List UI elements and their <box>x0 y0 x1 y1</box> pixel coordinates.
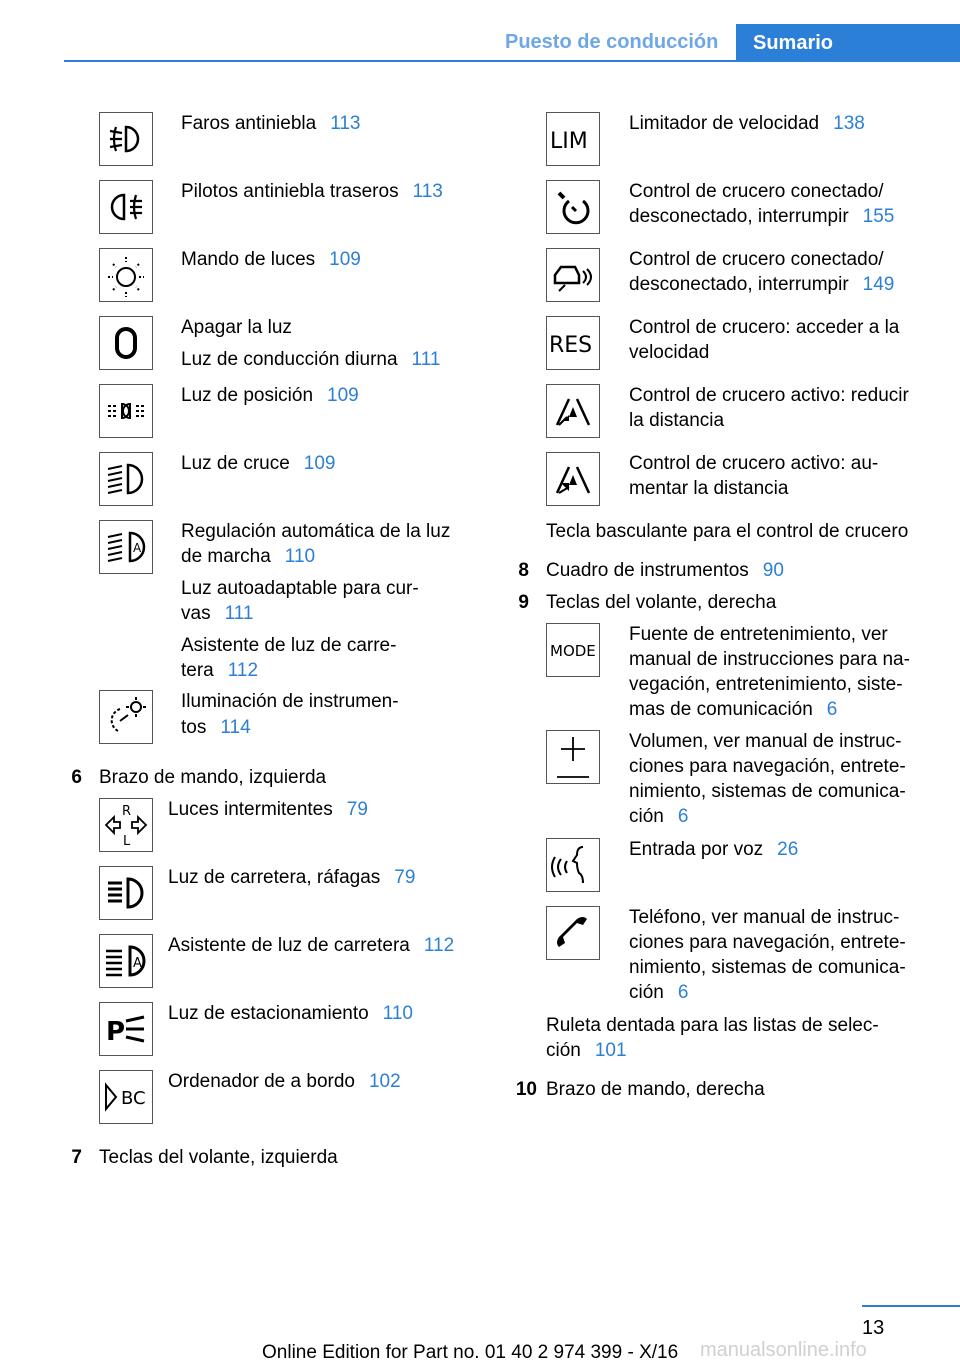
mode-label-3: vegación, entretenimiento, siste- <box>629 674 903 695</box>
turn-signal-label: Luces intermitentes 79 <box>168 799 368 820</box>
resume-icon <box>546 316 600 370</box>
item-6-title: Brazo de mando, izquierda <box>99 767 327 788</box>
item-number-7: 7 <box>71 1147 82 1168</box>
high-beam-assist-icon <box>99 934 153 988</box>
footer-rule <box>862 1305 960 1307</box>
mode-icon <box>546 623 600 677</box>
high-beam-label: Luz de carretera, ráfagas 79 <box>168 867 416 888</box>
telephone-label-2: ciones para navegación, entrete- <box>629 932 906 953</box>
fog-lights-label: Faros antiniebla 113 <box>181 113 361 134</box>
voice-input-label: Entrada por voz 26 <box>629 839 799 860</box>
active-cruise-control-label-1: Control de crucero conectado/ <box>629 249 884 270</box>
volume-label-3: nimiento, sistemas de comunica- <box>629 781 906 802</box>
page-ref[interactable]: 102 <box>368 1071 401 1092</box>
active-cruise-control-icon <box>546 248 600 302</box>
page-ref[interactable]: 110 <box>382 1003 413 1024</box>
auto-headlight-label-2: de marcha 110 <box>181 546 316 567</box>
rear-fog-lights-icon <box>99 180 153 234</box>
speed-limiter-icon <box>546 112 600 166</box>
instrument-lighting-icon <box>99 690 153 744</box>
high-beam-assist-label-1: Asistente de luz de carre- <box>181 635 397 656</box>
volume-label-4: ción 6 <box>629 806 689 827</box>
cruise-control-label-2: desconectado, interrumpir 155 <box>629 206 895 227</box>
svg-text:MODE: MODE <box>550 642 596 660</box>
volume-label-1: Volumen, ver manual de instruc- <box>629 731 902 752</box>
distance-decrease-label-1: Control de crucero activo: reducir <box>629 385 909 406</box>
parking-light-label: Luz de estacionamiento 110 <box>168 1003 413 1024</box>
adaptive-curve-label-1: Luz autoadaptable para cur- <box>181 578 419 599</box>
lights-off-label: Apagar la luz <box>181 317 292 338</box>
parking-light-icon <box>99 1002 153 1056</box>
svg-text:RES: RES <box>549 333 593 358</box>
volume-icon <box>546 730 600 784</box>
high-beam-assist-label-2: tera 112 <box>181 660 259 681</box>
svg-text:A: A <box>133 956 142 971</box>
page-ref[interactable]: 111 <box>411 349 441 370</box>
distance-increase-icon <box>546 452 600 506</box>
onboard-computer-label: Ordenador de a bordo 102 <box>168 1071 401 1092</box>
daytime-running-label: Luz de conducción diurna 111 <box>181 349 441 370</box>
page-ref[interactable]: 111 <box>224 603 254 624</box>
fog-lights-icon <box>99 112 153 166</box>
header-rule <box>64 60 960 62</box>
distance-increase-label-1: Control de crucero activo: au- <box>629 453 879 474</box>
page-ref[interactable]: 110 <box>284 546 316 567</box>
mode-label-2: manual de instrucciones para na- <box>629 649 910 670</box>
light-switch-icon <box>99 248 153 302</box>
parking-lights-icon <box>99 384 153 438</box>
footer-edition: Online Edition for Part no. 01 40 2 974 399 - X/16 <box>262 1342 679 1363</box>
page-ref[interactable]: 112 <box>227 660 259 681</box>
page-ref[interactable]: 155 <box>862 206 895 227</box>
item-number-10: 10 <box>515 1079 537 1100</box>
telephone-label-4: ción 6 <box>629 982 689 1003</box>
resume-label-2: velocidad <box>629 342 710 363</box>
distance-decrease-label-2: la distancia <box>629 410 725 431</box>
page-ref[interactable]: 109 <box>303 453 336 474</box>
page-ref[interactable]: 112 <box>423 935 455 956</box>
thumbwheel-text-2: ción 101 <box>546 1040 627 1061</box>
instrument-lighting-label-2: tos 114 <box>181 717 251 738</box>
voice-input-icon <box>546 838 600 892</box>
svg-text:L: L <box>123 834 131 849</box>
page-ref[interactable]: 79 <box>394 867 416 888</box>
page-ref[interactable]: 6 <box>826 699 838 720</box>
item-10-title: Brazo de mando, derecha <box>546 1079 765 1100</box>
telephone-label-1: Teléfono, ver manual de instruc- <box>629 907 900 928</box>
rear-fog-lights-label: Pilotos antiniebla traseros 113 <box>181 181 443 202</box>
page-ref[interactable]: 26 <box>777 839 799 860</box>
active-cruise-control-label-2: desconectado, interrumpir 149 <box>629 274 895 295</box>
page-ref[interactable]: 113 <box>330 113 361 134</box>
page-ref[interactable]: 109 <box>329 249 361 270</box>
auto-headlight-icon <box>99 520 153 574</box>
auto-headlight-label-1: Regulación automática de la luz <box>181 521 451 542</box>
speed-limiter-label: Limitador de velocidad 138 <box>629 113 865 134</box>
watermark: manualsonline.info <box>700 1339 867 1361</box>
resume-label-1: Control de crucero: acceder a la <box>629 317 900 338</box>
onboard-computer-icon <box>99 1070 153 1124</box>
adaptive-curve-label-2: vas 111 <box>181 603 254 624</box>
svg-text:BC: BC <box>121 1088 146 1109</box>
page-ref[interactable]: 79 <box>346 799 368 820</box>
telephone-label-3: nimiento, sistemas de comunica- <box>629 957 906 978</box>
page-ref[interactable]: 90 <box>762 560 784 581</box>
lights-off-icon <box>99 316 153 370</box>
distance-decrease-icon <box>546 384 600 438</box>
mode-label-4: mas de comunicación 6 <box>629 699 838 720</box>
item-number-6: 6 <box>71 767 82 788</box>
svg-text:A: A <box>133 541 142 555</box>
high-beam-icon <box>99 866 153 920</box>
item-number-8: 8 <box>518 560 529 581</box>
mode-label-1: Fuente de entretenimiento, ver <box>629 624 888 645</box>
telephone-icon <box>546 906 600 960</box>
svg-text:R: R <box>122 804 132 819</box>
page-ref[interactable]: 138 <box>833 113 865 134</box>
rocker-switch-text: Tecla basculante para el control de crucero <box>546 521 909 542</box>
thumbwheel-text-1: Ruleta dentada para las listas de selec- <box>546 1015 879 1036</box>
header-tab-summary[interactable]: Sumario <box>736 24 960 62</box>
item-9-title: Teclas del volante, derecha <box>546 592 777 613</box>
item-7-title: Teclas del volante, izquierda <box>99 1147 338 1168</box>
turn-signal-icon <box>99 798 153 852</box>
cruise-control-label-1: Control de crucero conectado/ <box>629 181 884 202</box>
item-8-title: Cuadro de instrumentos 90 <box>546 560 784 581</box>
svg-text:P: P <box>106 1017 126 1047</box>
instrument-lighting-label-1: Iluminación de instrumen- <box>181 691 399 712</box>
page-ref[interactable]: 6 <box>677 806 689 827</box>
cruise-control-icon <box>546 180 600 234</box>
parking-lights-label: Luz de posición 109 <box>181 385 359 406</box>
distance-increase-label-2: mentar la distancia <box>629 478 789 499</box>
header-section-title: Puesto de conducción <box>505 31 719 53</box>
low-beam-label: Luz de cruce 109 <box>181 453 336 474</box>
page-number: 13 <box>862 1317 885 1339</box>
volume-label-2: ciones para navegación, entrete- <box>629 756 906 777</box>
svg-text:LIM: LIM <box>550 129 588 154</box>
page-ref[interactable]: 114 <box>220 717 251 738</box>
page-ref[interactable]: 6 <box>677 982 689 1003</box>
light-switch-label: Mando de luces 109 <box>181 249 361 270</box>
low-beam-icon <box>99 452 153 506</box>
high-beam-assist-label: Asistente de luz de carretera 112 <box>168 935 455 956</box>
page-ref[interactable]: 113 <box>412 181 443 202</box>
item-number-9: 9 <box>518 592 529 613</box>
page-ref[interactable]: 109 <box>327 385 359 406</box>
page-ref[interactable]: 101 <box>594 1040 627 1061</box>
page-ref[interactable]: 149 <box>862 274 895 295</box>
